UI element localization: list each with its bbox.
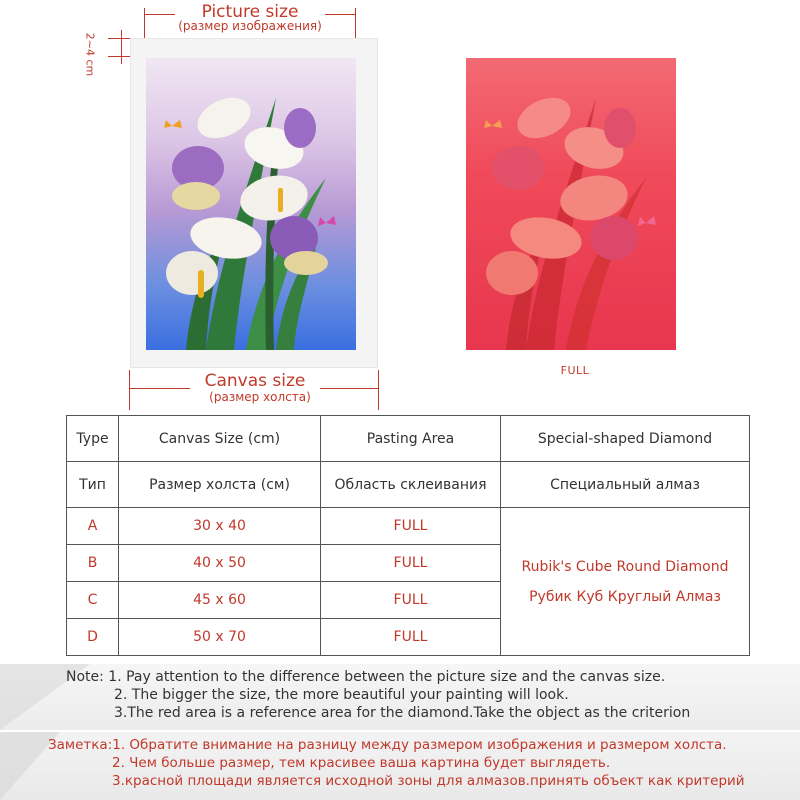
row-size: 40 x 50 xyxy=(119,545,321,582)
header-special-diamond-ru: Специальный алмаз xyxy=(501,462,750,508)
size-table xyxy=(66,415,750,656)
canvas-size-label-ru: (размер холста) xyxy=(209,390,311,404)
row-area: FULL xyxy=(321,508,501,545)
margin-line-v xyxy=(121,30,122,64)
full-label: FULL xyxy=(560,364,590,377)
row-area: FULL xyxy=(321,619,501,656)
table-row xyxy=(67,508,750,545)
row-type: C xyxy=(67,582,119,619)
canvas-size-label: Canvas size xyxy=(190,371,320,391)
row-type: B xyxy=(67,545,119,582)
row-type: D xyxy=(67,619,119,656)
diamond-type-ru: Рубик Куб Круглый Алмаз xyxy=(529,588,721,605)
header-canvas-size-ru: Размер холста (см) xyxy=(119,462,321,508)
row-type: A xyxy=(67,508,119,545)
flower-picture xyxy=(146,58,356,350)
red-flower-silhouette xyxy=(466,58,676,350)
note-en-2: 2. The bigger the size, the more beautiful your painting will look. xyxy=(114,687,569,703)
row-size: 45 x 60 xyxy=(119,582,321,619)
row-size: 50 x 70 xyxy=(119,619,321,656)
header-type-ru: Тип xyxy=(67,462,119,508)
diamond-type-en: Rubik's Cube Round Diamond xyxy=(521,558,729,575)
margin-label: 2~4 cm xyxy=(83,32,97,77)
note-ru-3: 3.красной площади является исходной зоны для алмазов.принять объект как критерий xyxy=(112,773,745,789)
header-pasting-area-ru: Область склеивания xyxy=(321,462,501,508)
header-pasting-area: Pasting Area xyxy=(321,416,501,462)
table-header-row-ru xyxy=(67,462,750,508)
note-en-3: 3.The red area is a reference area for the diamond.Take the object as the criterion xyxy=(114,705,691,721)
row-area: FULL xyxy=(321,582,501,619)
calla-iris-illustration xyxy=(146,58,356,350)
red-reference-picture xyxy=(466,58,676,350)
note-en-1: Note: 1. Pay attention to the difference between the picture size and the canvas size. xyxy=(66,669,666,685)
note-ru-2: 2. Чем больше размер, тем красивее ваша картина будет выглядеть. xyxy=(112,755,611,771)
row-area: FULL xyxy=(321,545,501,582)
header-type: Type xyxy=(67,416,119,462)
picture-size-label: Picture size xyxy=(175,2,325,22)
diamond-type-cell xyxy=(501,508,750,656)
table-header-row-en xyxy=(67,416,750,462)
picture-size-label-ru: (размер изображения) xyxy=(178,19,322,33)
note-ru-1: Заметка:1. Обратите внимание на разницу между размером изображения и размером холста. xyxy=(48,737,727,753)
header-canvas-size: Canvas Size (cm) xyxy=(119,416,321,462)
row-size: 30 x 40 xyxy=(119,508,321,545)
header-special-diamond: Special-shaped Diamond xyxy=(501,416,750,462)
